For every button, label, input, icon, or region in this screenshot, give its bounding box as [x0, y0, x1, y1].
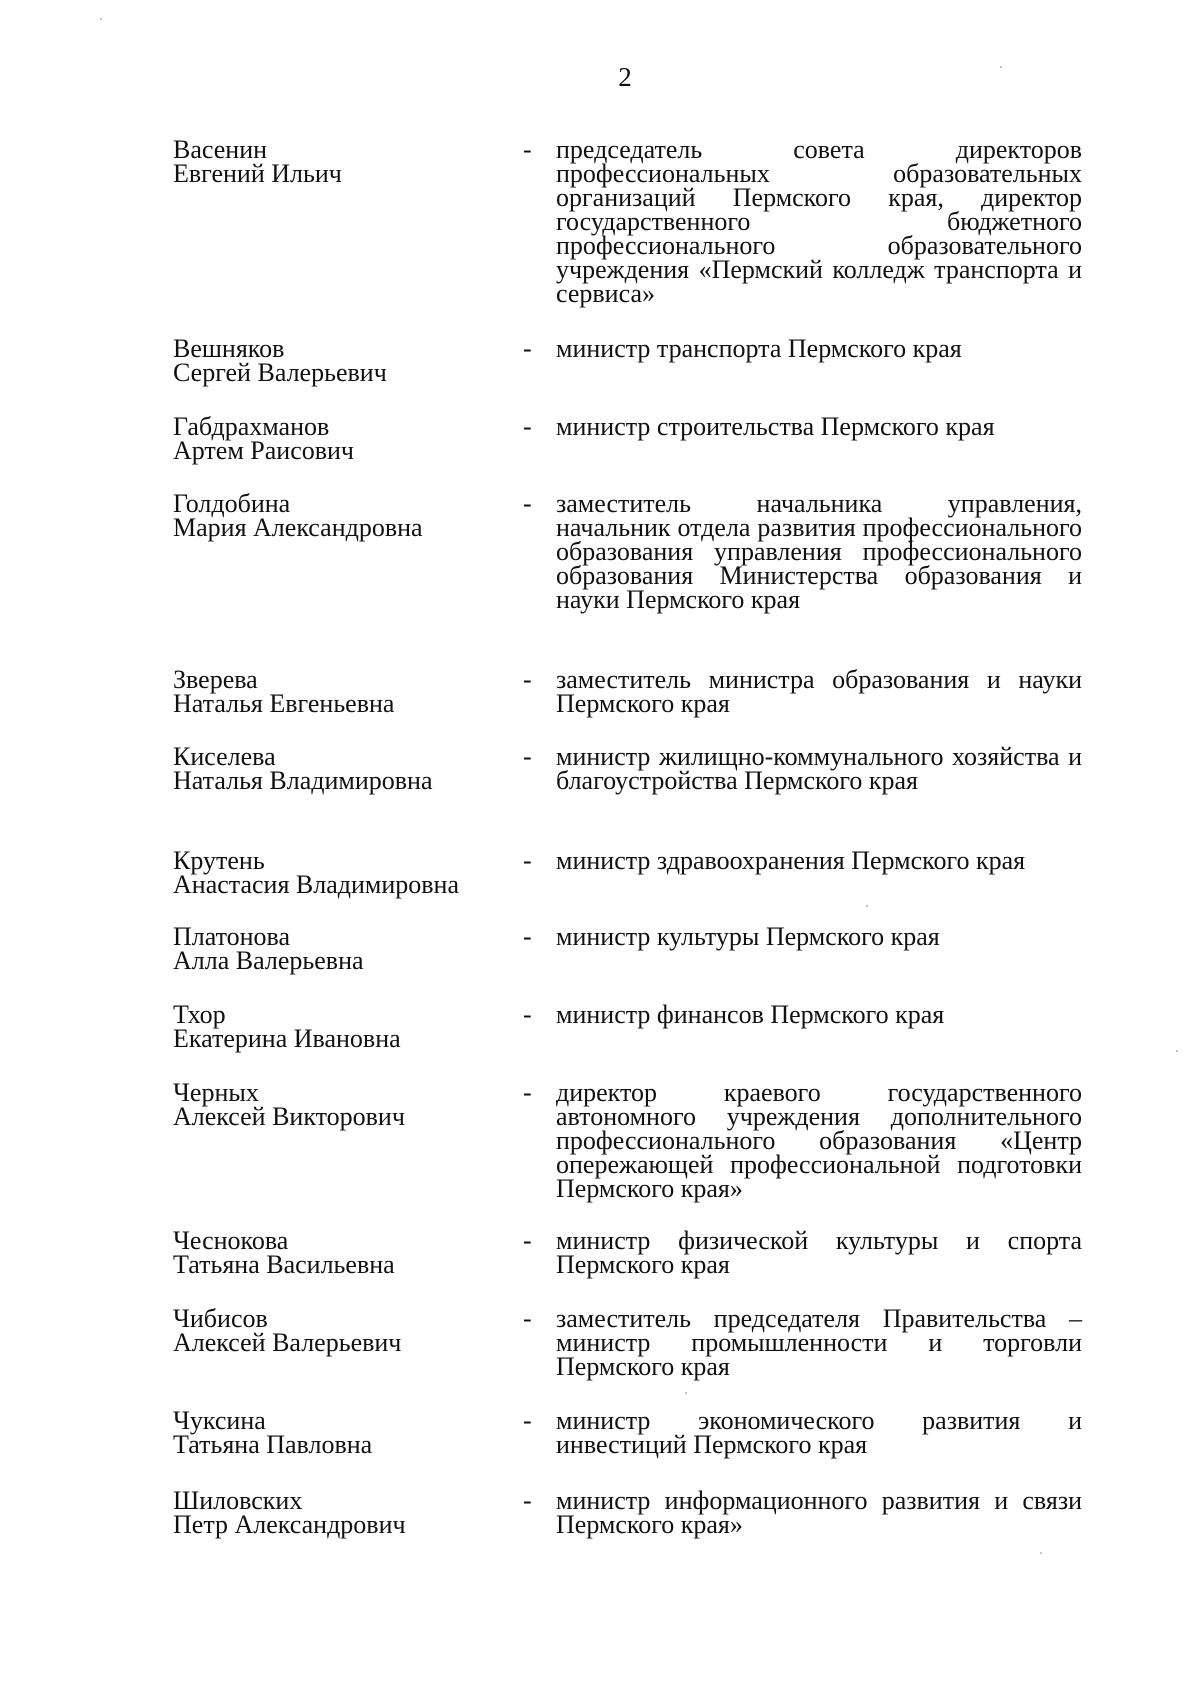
- member-given-name: Анастасия Владимировна: [173, 870, 459, 899]
- member-role: заместитель начальника управления, начальник отдела развития профессионального образования управления профессионального образования Министерства образования и науки Пермского края: [556, 489, 1082, 614]
- member-name: [173, 1406, 503, 1459]
- separator-dash: -: [523, 489, 532, 518]
- member-role: министр культуры Пермского края: [556, 922, 940, 951]
- separator-dash: -: [523, 1000, 532, 1029]
- member-surname: Чибисов: [173, 1304, 268, 1333]
- separator-dash: -: [523, 1304, 532, 1333]
- member-given-name: Татьяна Павловна: [173, 1430, 373, 1459]
- member-role: заместитель председателя Правительства – министр промышленности и торговли Пермского края: [556, 1304, 1082, 1381]
- member-surname: Шиловских: [173, 1486, 303, 1515]
- member-given-name: Екатерина Ивановна: [173, 1024, 401, 1053]
- member-name: [173, 1304, 503, 1357]
- member-given-name: Алексей Викторович: [173, 1102, 405, 1131]
- member-name: [173, 742, 503, 795]
- member-surname: Голдобина: [173, 489, 291, 518]
- separator-dash: -: [523, 412, 532, 441]
- member-given-name: Петр Александрович: [173, 1510, 406, 1539]
- member-given-name: Алла Валерьевна: [173, 946, 364, 975]
- separator-dash: -: [523, 1486, 532, 1515]
- member-role: министр информационного развития и связи Пермского края»: [556, 1486, 1082, 1539]
- member-role: председатель совета директоров профессиональных образовательных организаций Пермского края, директор государственного бюджетного профессионального образовательного учреждения «Пермский колледж транспорта и сервиса»: [556, 135, 1082, 308]
- scan-speck: [100, 18, 102, 20]
- member-name: [173, 135, 503, 188]
- member-role: министр строительства Пермского края: [556, 412, 995, 441]
- member-name: [173, 1226, 503, 1279]
- separator-dash: -: [523, 334, 532, 363]
- member-given-name: Сергей Валерьевич: [173, 358, 387, 387]
- separator-dash: -: [523, 1406, 532, 1435]
- member-given-name: Мария Александровна: [173, 513, 423, 542]
- member-role: директор краевого государственного автономного учреждения дополнительного профессионального образования «Центр опережающей профессиональной подготовки Пермского края»: [556, 1078, 1082, 1203]
- scan-speck: [685, 1392, 687, 1394]
- member-surname: Зверева: [173, 665, 258, 694]
- member-given-name: Алексей Валерьевич: [173, 1328, 402, 1357]
- member-name: [173, 334, 503, 387]
- member-given-name: Артем Раисович: [173, 436, 355, 465]
- member-name: [173, 846, 503, 899]
- member-role: министр жилищно-коммунального хозяйства и благоустройства Пермского края: [556, 742, 1082, 795]
- member-surname: Габдрахманов: [173, 412, 330, 441]
- member-name: [173, 1486, 503, 1539]
- member-name: [173, 489, 503, 542]
- member-role: заместитель министра образования и науки Пермского края: [556, 665, 1082, 718]
- separator-dash: -: [523, 922, 532, 951]
- member-surname: Черных: [173, 1078, 259, 1107]
- page-number: 2: [618, 62, 632, 92]
- member-role: министр финансов Пермского края: [556, 1000, 945, 1029]
- member-given-name: Наталья Владимировна: [173, 766, 433, 795]
- member-name: [173, 1000, 503, 1053]
- separator-dash: -: [523, 742, 532, 771]
- member-surname: Киселева: [173, 742, 276, 771]
- member-role: министр физической культуры и спорта Пермского края: [556, 1226, 1082, 1279]
- member-name: [173, 412, 503, 465]
- separator-dash: -: [523, 1226, 532, 1255]
- member-given-name: Наталья Евгеньевна: [173, 689, 395, 718]
- member-name: [173, 1078, 503, 1131]
- separator-dash: -: [523, 135, 532, 164]
- separator-dash: -: [523, 665, 532, 694]
- member-surname: Чуксина: [173, 1406, 266, 1435]
- scan-speck: [1040, 1552, 1042, 1554]
- member-given-name: Татьяна Васильевна: [173, 1250, 395, 1279]
- scan-speck: [866, 905, 868, 907]
- member-name: [173, 922, 503, 975]
- separator-dash: -: [523, 846, 532, 875]
- member-surname: Крутень: [173, 846, 265, 875]
- member-role: министр экономического развития и инвестиций Пермского края: [556, 1406, 1082, 1459]
- scan-speck: [1176, 1050, 1178, 1052]
- member-surname: Васенин: [173, 135, 268, 164]
- member-given-name: Евгений Ильич: [173, 159, 342, 188]
- member-name: [173, 665, 503, 718]
- separator-dash: -: [523, 1078, 532, 1107]
- member-surname: Чеснокова: [173, 1226, 289, 1255]
- member-surname: Платонова: [173, 922, 291, 951]
- scan-speck: [1000, 66, 1002, 68]
- member-role: министр здравоохранения Пермского края: [556, 846, 1026, 875]
- member-surname: Тхор: [173, 1000, 226, 1029]
- member-surname: Вешняков: [173, 334, 285, 363]
- member-role: министр транспорта Пермского края: [556, 334, 962, 363]
